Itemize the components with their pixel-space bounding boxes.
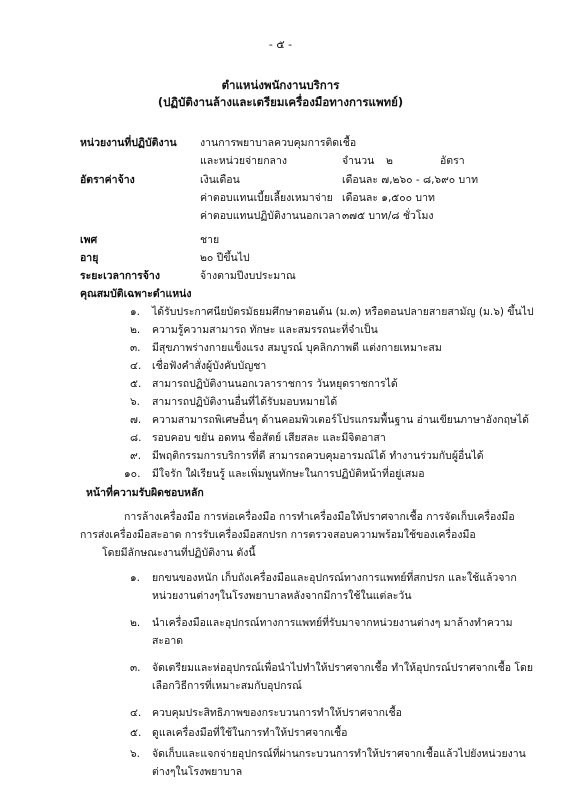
duty-num: ๖. <box>130 748 141 760</box>
document-subtitle: (ปฏิบัติงานล้างและเตรียมเครื่องมือทางการแพทย์) <box>157 95 404 109</box>
qualification-text: เชื่อฟังคำสั่งผู้บังคับบัญชา <box>152 360 267 372</box>
duty-text: นำเครื่องมือและอุปกรณ์ทางการแพทย์ที่รับมาจากหน่วยงานต่างๆ มาล้างทำความ <box>152 617 513 629</box>
qualification-text: ความสามารถพิเศษอื่นๆ ด้านคอมพิวเตอร์โปรแกรมพื้นฐาน อ่านเขียนภาษาอังกฤษได้ <box>152 414 529 426</box>
duty-text: ยกขนของหนัก เก็บถังเครื่องมือและอุปกรณ์ทางการแพทย์ที่สกปรก และใช้แล้วจาก <box>152 572 517 584</box>
wage-label: อัตราค่าจ้าง <box>80 174 135 186</box>
qualification-text: มีสุขภาพร่างกายแข็งแรง สมบูรณ์ บุคลิกภาพดี แต่งกายเหมาะสม <box>152 342 442 354</box>
duties-heading: หน้าที่ความรับผิดชอบหลัก <box>86 487 204 499</box>
amount-label: จำนวน <box>342 155 375 167</box>
qualification-num: ๑๐. <box>124 468 141 480</box>
unit-name-line1: งานการพยาบาลควบคุมการติดเชื้อ <box>200 137 357 149</box>
duty-text: ควบคุมประสิทธิภาพของกระบวนการทำให้ปราศจากเชื้อ <box>152 707 402 719</box>
qualification-text: ได้รับประกาศนียบัตรมัธยมศึกษาตอนต้น (ม.๓) หรือตอนปลายสายสามัญ (ม.๖) ขึ้นไป <box>152 306 534 318</box>
qualification-num: ๓. <box>130 342 141 354</box>
duties-paragraph-line: โดยมีลักษณะงานที่ปฏิบัติงาน ดังนี้ <box>102 547 256 559</box>
age-value: ๒๐ ปีขึ้นไป <box>200 252 250 264</box>
document-title: ตำแหน่งพนักงานบริการ <box>221 78 340 92</box>
unit-name-line2: และหน่วยจ่ายกลาง <box>200 155 288 167</box>
wage-row-name: ค่าตอบแทนปฏิบัติงานนอกเวลา <box>200 210 341 222</box>
period-label: ระยะเวลาการจ้าง <box>80 270 160 282</box>
qualification-num: ๖. <box>130 396 141 408</box>
sex-label: เพศ <box>80 234 98 246</box>
duty-text: สะอาด <box>152 635 184 647</box>
wage-row-value: เดือนละ ๑,๕๐๐ บาท <box>342 192 435 204</box>
duty-text: ดูแลเครื่องมือที่ใช้ในการทำให้ปราศจากเชื้อ <box>152 727 348 739</box>
duty-text: หน่วยงานต่างๆในโรงพยาบาลหลังจากมีการใช้ในแต่ละวัน <box>152 590 412 602</box>
sex-value: ชาย <box>200 234 220 246</box>
qualification-text: ความรู้ความสามารถ ทักษะ และสมรรถนะที่จำเป็น <box>152 324 378 336</box>
wage-row-name: ค่าตอบแทนเบี้ยเลี้ยงเหมาจ่าย <box>200 192 333 204</box>
qualification-num: ๗. <box>130 414 142 426</box>
duty-num: ๑. <box>130 572 141 584</box>
qualification-text: สามารถปฏิบัติงานนอกเวลาราชการ วันหยุดราชการได้ <box>152 378 398 390</box>
unit-label: หน่วยงานที่ปฏิบัติงาน <box>80 137 177 149</box>
duty-text: จัดเตรียมและห่ออุปกรณ์เพื่อนำไปทำให้ปราศจากเชื้อ ทำให้อุปกรณ์ปราศจากเชื้อ โดย <box>152 662 534 674</box>
duty-num: ๔. <box>130 707 142 719</box>
duty-text: จัดเก็บและแจกจ่ายอุปกรณ์ที่ผ่านกระบวนการทำให้ปราศจากเชื้อแล้วไปยังหน่วยงาน <box>152 748 526 760</box>
qualification-num: ๒. <box>130 324 141 336</box>
duty-text: ต่างๆในโรงพยาบาล <box>152 766 243 778</box>
qualification-num: ๕. <box>130 378 142 390</box>
qualification-num: ๔. <box>130 360 142 372</box>
amount-value: ๒ <box>386 155 393 167</box>
age-label: อายุ <box>80 252 99 264</box>
period-value: จ้างตามปีงบประมาณ <box>200 270 296 282</box>
wage-row-value: เดือนละ ๗,๒๖๐ - ๘,๖๙๐ บาท <box>342 174 479 186</box>
qualification-num: ๘. <box>130 432 142 444</box>
wage-row-name: เงินเดือน <box>200 174 240 186</box>
amount-unit: อัตรา <box>440 155 465 167</box>
duty-num: ๒. <box>130 617 141 629</box>
duties-paragraph-line: การล้างเครื่องมือ การห่อเครื่องมือ การทำเครื่องมือให้ปราศจากเชื้อ การจัดเก็บเครื่องมือ <box>124 511 515 523</box>
duty-text: เลือกวิธีการที่เหมาะสมกับอุปกรณ์ <box>152 680 302 692</box>
duties-paragraph-line: การส่งเครื่องมือสะอาด การรับเครื่องมือสกปรก การตรวจสอบความพร้อมใช้ของเครื่องมือ <box>80 529 476 541</box>
duty-num: ๓. <box>130 662 141 674</box>
qualification-num: ๙. <box>130 450 142 462</box>
qualification-text: สามารถปฏิบัติงานอื่นที่ได้รับมอบหมายได้ <box>152 396 338 408</box>
qualifications-heading: คุณสมบัติเฉพาะตำแหน่ง <box>80 288 192 300</box>
wage-row-value: ๓๗๕ บาท/๘ ชั่วโมง <box>342 210 434 222</box>
qualification-text: มีพฤติกรรมการบริการที่ดี สามารถควบคุมอารมณ์ได้ ทำงานร่วมกับผู้อื่นได้ <box>152 450 484 462</box>
qualification-num: ๑. <box>130 306 141 318</box>
qualification-text: มีใจรัก ใฝ่เรียนรู้ และเพิ่มพูนทักษะในการปฏิบัติหน้าที่อยู่เสมอ <box>152 468 425 480</box>
page-number: - ๕ - <box>268 38 293 51</box>
duty-num: ๕. <box>130 727 142 739</box>
qualification-text: รอบคอบ ขยัน อดทน ซื่อสัตย์ เสียสละ และมีจิตอาสา <box>152 432 386 444</box>
